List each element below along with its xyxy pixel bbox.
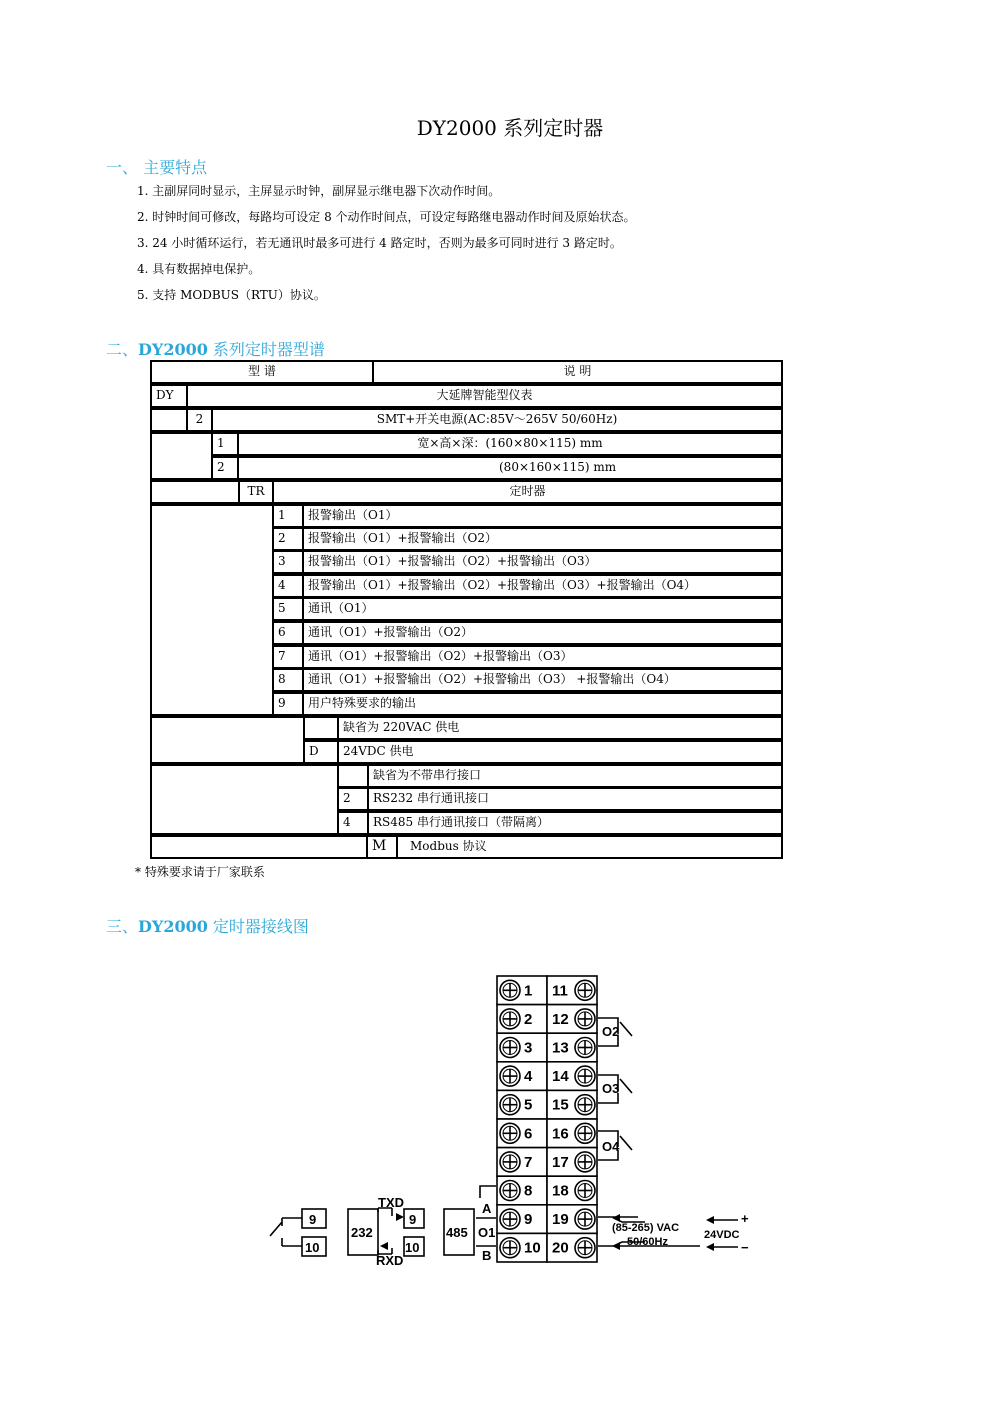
desc-output-1: 报警输出（O1） xyxy=(302,504,783,528)
screw-icon xyxy=(575,980,595,1000)
code-output-8: 8 xyxy=(272,668,304,692)
code-dy: DY xyxy=(150,384,188,408)
table-header-model: 型 谱 xyxy=(150,360,374,384)
rs232-label: 232 xyxy=(351,1225,373,1240)
terminal-number-right: 17 xyxy=(552,1153,569,1171)
desc-power: SMT+开关电源(AC:85V～265V 50/60Hz) xyxy=(211,408,783,432)
screw-icon xyxy=(500,1066,520,1086)
desc-output-4: 报警输出（O1）+报警输出（O2）+报警输出（O3）+报警输出（O4） xyxy=(302,574,783,598)
code-output-2: 2 xyxy=(272,527,304,551)
code-output-3: 3 xyxy=(272,550,304,574)
desc-size-1: 宽×高×深：(160×80×115) mm xyxy=(237,432,783,456)
section2-heading-model: DY2000 xyxy=(138,340,208,359)
section2-heading-prefix: 二、 xyxy=(106,340,139,359)
dc-plus: + xyxy=(741,1211,749,1226)
desc-serial-default: 缺省为不带串行接口 xyxy=(367,764,783,788)
screw-icon xyxy=(500,1009,520,1029)
screw-icon xyxy=(575,1152,595,1172)
relay-label-o4: O4 xyxy=(602,1139,620,1154)
screw-icon xyxy=(500,1238,520,1258)
screw-icon xyxy=(500,1181,520,1201)
desc-serial-485: RS485 串行通讯接口（带隔离） xyxy=(367,811,783,835)
terminal-number-right: 20 xyxy=(552,1239,569,1257)
desc-protocol: Modbus 协议 xyxy=(396,835,783,859)
terminal-number-left: 6 xyxy=(524,1125,533,1143)
code-tr: TR xyxy=(238,480,274,504)
section2-heading-rest: 系列定时器型谱 xyxy=(207,340,325,359)
screw-icon xyxy=(500,1123,520,1143)
page-title: DY2000 系列定时器 xyxy=(416,116,604,140)
desc-serial-232: RS232 串行通讯接口 xyxy=(367,787,783,811)
power-dc-label: 24VDC xyxy=(704,1229,740,1241)
section1-heading: 一、 主要特点 xyxy=(106,158,208,177)
terminal-number-left: 1 xyxy=(524,982,533,1000)
screw-icon xyxy=(500,1095,520,1115)
terminal-number-left: 4 xyxy=(524,1068,533,1086)
feature-item-2: 2. 时钟时间可修改，每路均可设定 8 个动作时间点，可设定每路继电器动作时间及原始状态。 xyxy=(137,210,636,224)
special-note: * 特殊要求请于厂家联系 xyxy=(135,865,265,879)
relay-label-o2: O2 xyxy=(602,1024,620,1039)
power-freq-label: 50/60Hz xyxy=(627,1236,668,1248)
feature-item-3: 3. 24 小时循环运行，若无通讯时最多可进行 4 路定时，否则为最多可同时进行 3 路定时。 xyxy=(137,236,622,250)
rs232-term-10: 10 xyxy=(405,1240,420,1255)
desc-output-7: 通讯（O1）+报警输出（O2）+报警输出（O3） xyxy=(302,645,783,669)
rs485-b: B xyxy=(482,1248,492,1263)
desc-tr: 定时器 xyxy=(272,480,783,504)
terminal-number-right: 19 xyxy=(552,1211,569,1229)
dc-minus: − xyxy=(741,1240,749,1255)
rs485-a: A xyxy=(482,1201,492,1216)
code-supply-d: D xyxy=(303,740,339,764)
screw-icon xyxy=(500,1209,520,1229)
section3-heading-rest: 定时器接线图 xyxy=(207,917,309,936)
desc-output-9: 用户特殊要求的输出 xyxy=(302,692,783,716)
code-protocol: M xyxy=(366,835,398,859)
section3-heading-prefix: 三、 xyxy=(106,917,139,936)
code-output-5: 5 xyxy=(272,597,304,621)
desc-output-3: 报警输出（O1）+报警输出（O2）+报警输出（O3） xyxy=(302,550,783,574)
desc-supply-d: 24VDC 供电 xyxy=(337,740,783,764)
terminal-number-right: 15 xyxy=(552,1096,569,1114)
screw-icon xyxy=(575,1038,595,1058)
relay-label-9: 9 xyxy=(309,1212,317,1227)
desc-supply-default: 缺省为 220VAC 供电 xyxy=(337,716,783,740)
terminal-number-left: 2 xyxy=(524,1010,533,1028)
rxd-label: RXD xyxy=(376,1253,404,1268)
txd-label: TXD xyxy=(378,1195,404,1210)
code-output-9: 9 xyxy=(272,692,304,716)
feature-item-4: 4. 具有数据掉电保护。 xyxy=(137,262,261,276)
table-header-desc: 说 明 xyxy=(372,360,783,384)
relay-label-10: 10 xyxy=(305,1240,320,1255)
code-power: 2 xyxy=(186,408,213,432)
o1-label: O1 xyxy=(478,1225,496,1240)
feature-item-1: 1. 主副屏同时显示，主屏显示时钟，副屏显示继电器下次动作时间。 xyxy=(137,184,501,198)
screw-icon xyxy=(500,1152,520,1172)
terminal-number-left: 5 xyxy=(524,1096,533,1114)
rs485-label: 485 xyxy=(446,1225,468,1240)
screw-icon xyxy=(500,1038,520,1058)
power-ac-label: (85-265) VAC xyxy=(612,1222,680,1234)
screw-icon xyxy=(575,1009,595,1029)
code-serial-232: 2 xyxy=(337,787,369,811)
terminal-number-right: 12 xyxy=(552,1010,569,1028)
screw-icon xyxy=(575,1209,595,1229)
code-output-6: 6 xyxy=(272,621,304,645)
screw-icon xyxy=(575,1238,595,1258)
terminal-number-left: 3 xyxy=(524,1039,533,1057)
section3-heading-model: DY2000 xyxy=(138,917,208,936)
screw-icon xyxy=(575,1181,595,1201)
screw-icon xyxy=(500,980,520,1000)
desc-output-5: 通讯（O1） xyxy=(302,597,783,621)
desc-dy: 大延牌智能型仪表 xyxy=(186,384,783,408)
relay-label-o3: O3 xyxy=(602,1081,620,1096)
terminal-number-left: 9 xyxy=(524,1211,533,1229)
terminal-number-left: 8 xyxy=(524,1182,533,1200)
desc-output-8: 通讯（O1）+报警输出（O2）+报警输出（O3） +报警输出（O4） xyxy=(302,668,783,692)
terminal-block xyxy=(497,976,597,1262)
code-output-7: 7 xyxy=(272,645,304,669)
terminal-number-right: 13 xyxy=(552,1039,569,1057)
feature-item-5: 5. 支持 MODBUS（RTU）协议。 xyxy=(137,288,326,302)
desc-output-2: 报警输出（O1）+报警输出（O2） xyxy=(302,527,783,551)
screw-icon xyxy=(575,1095,595,1115)
screw-icon xyxy=(575,1123,595,1143)
terminal-number-right: 14 xyxy=(552,1068,569,1086)
desc-size-2: (80×160×115) mm xyxy=(237,456,783,480)
code-serial-485: 4 xyxy=(337,811,369,835)
terminal-number-left: 7 xyxy=(524,1153,533,1171)
rs232-term-9: 9 xyxy=(409,1212,417,1227)
terminal-number-right: 18 xyxy=(552,1182,569,1200)
screw-icon xyxy=(575,1066,595,1086)
terminal-number-left: 10 xyxy=(524,1239,541,1257)
code-output-4: 4 xyxy=(272,574,304,598)
code-output-1: 1 xyxy=(272,504,304,528)
terminal-number-right: 16 xyxy=(552,1125,569,1143)
desc-output-6: 通讯（O1）+报警输出（O2） xyxy=(302,621,783,645)
code-size-1: 1 xyxy=(211,432,239,456)
code-size-2: 2 xyxy=(211,456,239,480)
terminal-number-right: 11 xyxy=(552,982,568,1000)
